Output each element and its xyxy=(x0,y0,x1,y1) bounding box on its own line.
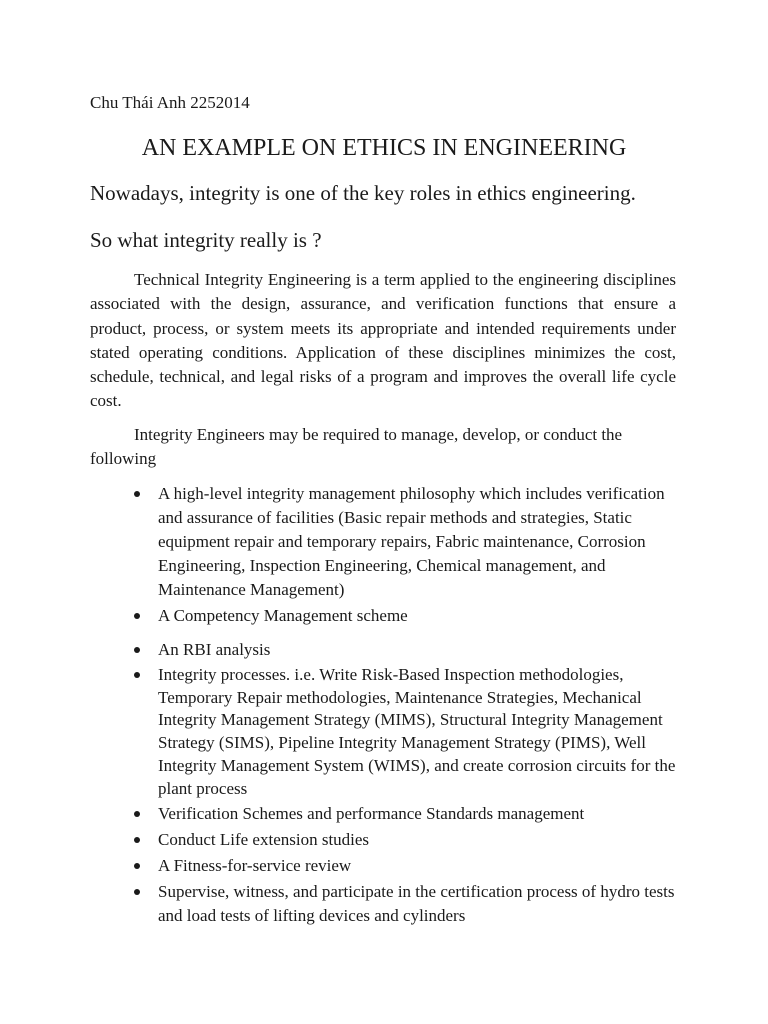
list-item xyxy=(90,604,690,628)
list-item xyxy=(90,828,690,852)
bullet-icon xyxy=(134,613,140,619)
list-item-text: An RBI analysis xyxy=(158,640,271,659)
paragraph-definition: Technical Integrity Engineering is a term applied to the engineering disciplines associated with the design, assurance, and verification functions that ensure a product, process, or system meets its appropriate and intended requirements under stated operating conditions. Application of these disciplines minimizes the cost, schedule, technical, and legal risks of a program and improves the overall life cycle cost. xyxy=(90,270,676,411)
list-item xyxy=(90,854,690,878)
list-item xyxy=(90,802,690,826)
bullet-icon xyxy=(134,811,140,817)
lead-sentence: Nowadays, integrity is one of the key roles in ethics engineering. xyxy=(90,181,636,205)
bullet-icon xyxy=(134,491,140,497)
bullet-icon xyxy=(134,647,140,653)
document-title: AN EXAMPLE ON ETHICS IN ENGINEERING xyxy=(141,135,627,161)
list-item-text: A Fitness-for-service review xyxy=(158,856,352,876)
paragraph-intro: Integrity Engineers may be required to manage, develop, or conduct the following xyxy=(90,425,623,469)
bullet-icon xyxy=(134,672,140,678)
responsibilities-list xyxy=(90,482,690,928)
bullet-icon xyxy=(134,863,140,869)
list-item xyxy=(90,664,690,800)
list-item-text: Conduct Life extension studies xyxy=(158,830,370,850)
list-item-text: A high-level integrity management philosophy which includes verification and assurance of facilities (Basic repair methods and strategies, Static equipment repair and temporary repairs, Fabric maintenance, Corrosion Engineering, Inspection Engineering, Chemical management, and Maintenance Management) xyxy=(158,484,665,599)
bullet-icon xyxy=(134,889,140,895)
list-item-text: A Competency Management scheme xyxy=(158,606,408,625)
list-item xyxy=(90,880,690,928)
list-item-text: Supervise, witness, and participate in the certification process of hydro tests and load tests of lifting devices and cylinders xyxy=(158,882,675,926)
list-item xyxy=(90,482,690,602)
bullet-icon xyxy=(134,837,140,843)
list-item-text: Verification Schemes and performance Standards management xyxy=(158,804,585,824)
list-item xyxy=(90,638,690,662)
list-item-text: Integrity processes. i.e. Write Risk-Based Inspection methodologies, Temporary Repair methodologies, Maintenance Strategies, Mechanical Integrity Management Strategy (MIMS), Structural Integrity Management Strategy (SIMS), Pipeline Integrity Management Strategy (PIMS), Well Integrity Management System (WIMS), and create corrosion circuits for the plant process xyxy=(158,665,676,798)
question-heading: So what integrity really is ? xyxy=(90,228,322,252)
author-line: Chu Thái Anh 2252014 xyxy=(90,93,250,112)
